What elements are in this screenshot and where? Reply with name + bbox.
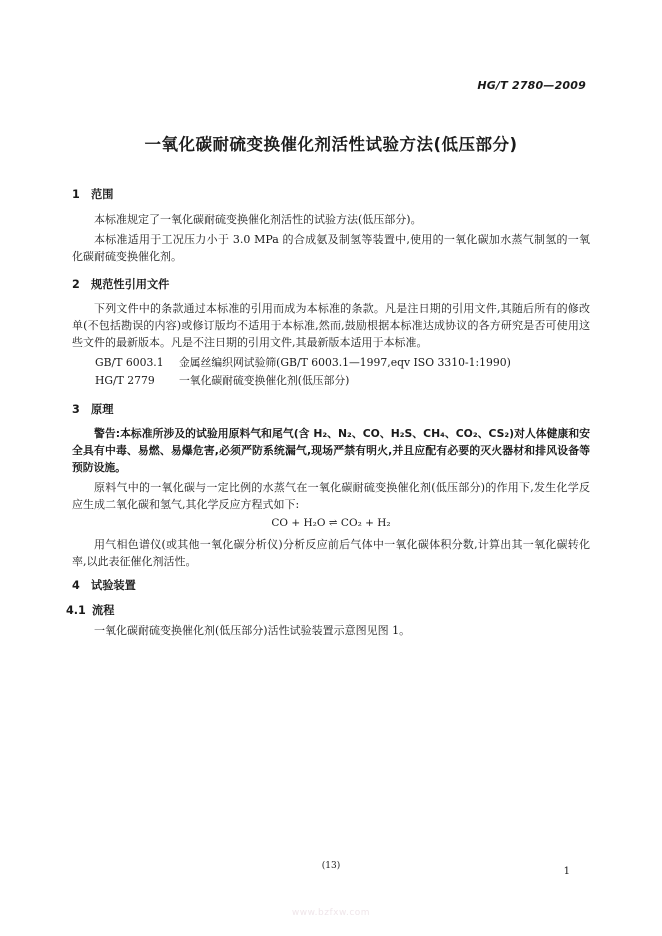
section-number: 4: [72, 579, 80, 592]
paragraph: 原料气中的一氧化碳与一定比例的水蒸气在一氧化碳耐硫变换催化剂(低压部分)的作用下,发生化学反应生成二氧化碳和氢气,其化学反应方程式如下:: [72, 481, 590, 511]
paragraph: 下列文件中的条款通过本标准的引用而成为本标准的条款。凡是注日期的引用文件,其随后所有的修改单(不包括勘误的内容)或修订版均不适用于本标准,然而,鼓励根据本标准达成协议的各方研究是否可使用这些文件的最新版本。凡是不注日期的引用文件,其最新版本适用于本标准。: [72, 302, 590, 349]
reference-item: [95, 355, 511, 370]
subsection-heading-flow: [66, 602, 114, 618]
section-title: 原理: [91, 403, 114, 416]
section-title: 流程: [92, 604, 115, 617]
section-number: 2: [72, 278, 80, 291]
section-title: 范围: [91, 188, 114, 201]
section-heading-scope: [72, 186, 113, 202]
reference-title: 金属丝编织网试验筛(GB/T 6003.1—1997,eqv ISO 3310-1:1990): [179, 356, 511, 369]
paragraph: 用气相色谱仪(或其他一氧化碳分析仪)分析反应前后气体中一氧化碳体积分数,计算出其一氧化碳转化率,以此表征催化剂活性。: [72, 538, 590, 568]
section-heading-apparatus: [72, 577, 136, 593]
standard-code: HG/T 2780—2009: [477, 79, 586, 92]
section-number: 4.1: [66, 604, 86, 617]
section-number: 1: [72, 188, 80, 201]
paragraph: 本标准规定了一氧化碳耐硫变换催化剂活性的试验方法(低压部分)。: [94, 213, 422, 226]
page-number-right: 1: [563, 866, 570, 877]
chemical-equation: CO + H₂O ⇌ CO₂ + H₂: [271, 517, 391, 529]
section-title: 试验装置: [91, 579, 136, 592]
reference-item: [95, 373, 349, 388]
paragraph: 一氧化碳耐硫变换催化剂(低压部分)活性试验装置示意图见图 1。: [94, 624, 411, 637]
paragraph: 本标准适用于工况压力小于 3.0 MPa 的合成氨及制氢等装置中,使用的一氧化碳加水蒸气制氢的一氧化碳耐硫变换催化剂。: [72, 233, 590, 263]
section-title: 规范性引用文件: [91, 278, 170, 291]
section-number: 3: [72, 403, 80, 416]
section-heading-references: [72, 276, 169, 292]
reference-title: 一氧化碳耐硫变换催化剂(低压部分): [179, 374, 350, 387]
section-heading-principle: [72, 401, 113, 417]
warning-paragraph: 警告:本标准所涉及的试验用原料气和尾气(含 H₂、N₂、CO、H₂S、CH₄、CO₂、CS₂)对人体健康和安全具有中毒、易燃、易爆危害,必须严防系统漏气,现场严禁有明火,并且应配有必要的灭火器材和排风设备等预防设施。: [72, 427, 590, 474]
reference-code: HG/T 2779: [95, 374, 155, 387]
watermark: www.bzfxw.com: [291, 908, 371, 918]
reference-code: GB/T 6003.1: [95, 356, 164, 369]
document-title: 一氧化碳耐硫变换催化剂活性试验方法(低压部分): [144, 135, 518, 154]
page-number-center: (13): [321, 861, 341, 871]
